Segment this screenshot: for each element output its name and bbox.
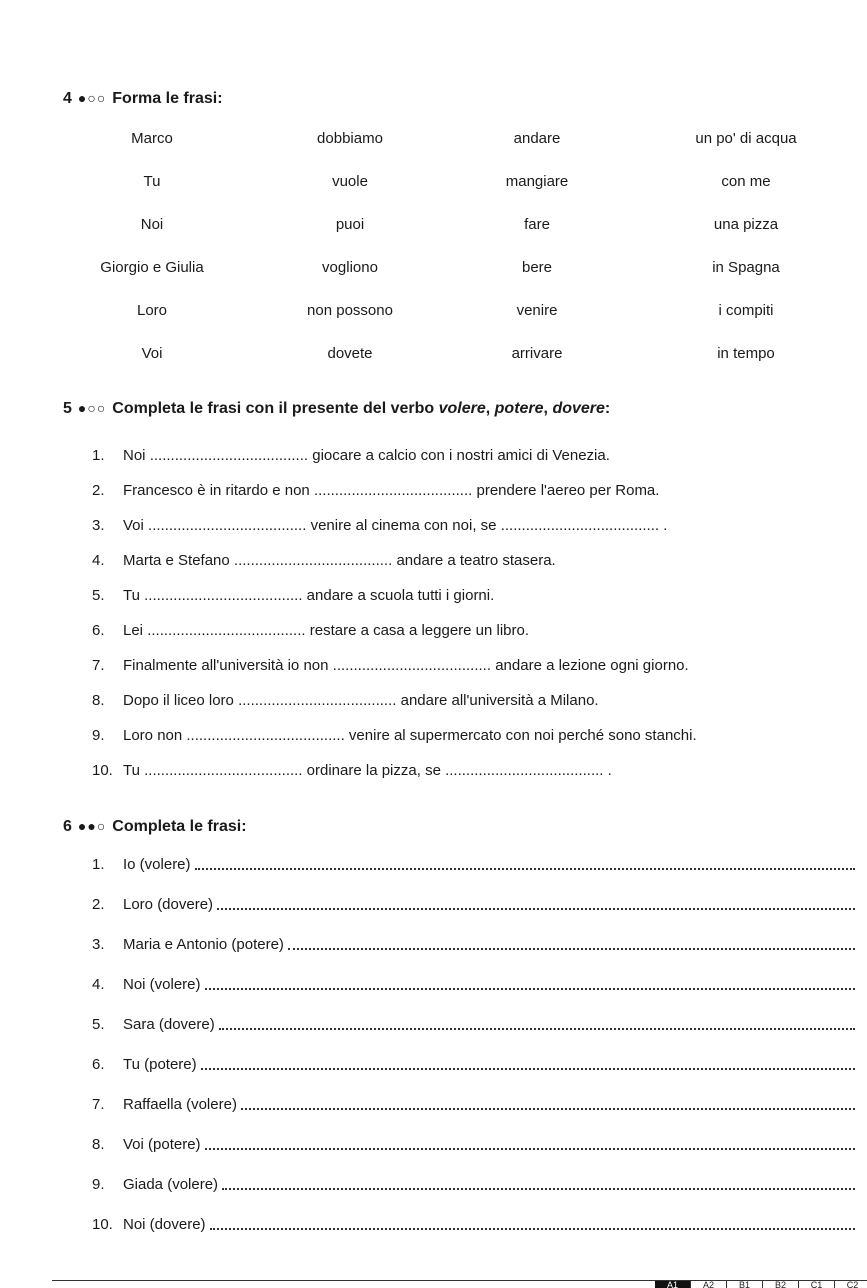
item-text: Francesco è in ritardo e non — [123, 482, 314, 499]
answer-line[interactable] — [210, 1215, 855, 1230]
item-text: . — [603, 762, 612, 779]
item-number: 8. — [92, 1136, 105, 1153]
grid-cell: non possono — [307, 302, 393, 319]
grid-cell: bere — [521, 259, 553, 276]
item-text: andare a scuola tutti i giorni. — [302, 587, 495, 604]
answer-line[interactable] — [241, 1095, 855, 1110]
answer-blank[interactable]: ...................................... — [332, 657, 492, 674]
grid-cell: Marco — [131, 130, 173, 147]
exercise-number: 6 — [63, 818, 72, 835]
exercise-number: 4 — [63, 90, 72, 107]
exercise-5-heading — [63, 398, 610, 419]
verb-dovere: dovere — [552, 400, 605, 417]
answer-blank[interactable]: ...................................... — [233, 552, 393, 569]
title-separator: , — [485, 400, 495, 417]
answer-blank[interactable]: ...................................... — [238, 692, 397, 709]
item-text: restare a casa a leggere un libro. — [305, 622, 530, 639]
item-number: 3. — [92, 517, 105, 534]
list-item — [92, 1215, 855, 1235]
item-text: Marta e Stefano — [123, 552, 234, 569]
grid-cell: puoi — [335, 216, 365, 233]
answer-blank[interactable]: ...................................... — [445, 762, 604, 779]
grid-cell: andare — [513, 130, 561, 147]
item-text: andare a teatro stasera. — [392, 552, 556, 569]
item-text: andare all'università a Milano. — [396, 692, 599, 709]
title-separator: , — [543, 400, 553, 417]
grid-cell: arrivare — [511, 345, 563, 362]
grid-row — [0, 214, 867, 236]
item-number: 1. — [92, 447, 105, 464]
level-b1: B1 — [727, 1281, 763, 1288]
grid-cell: venire — [516, 302, 558, 319]
list-item — [92, 855, 855, 875]
item-label — [92, 975, 201, 995]
list-item — [92, 895, 855, 915]
level-c2: C2 — [835, 1281, 867, 1288]
item-text: Noi (dovere) — [123, 1216, 206, 1233]
item-number: 7. — [92, 657, 105, 674]
item-label — [92, 895, 213, 915]
grid-cell: i compiti — [718, 302, 774, 319]
list-item — [92, 481, 659, 501]
item-number: 6. — [92, 1056, 105, 1073]
grid-cell: vogliono — [322, 259, 378, 276]
list-item — [92, 586, 494, 606]
answer-line[interactable] — [205, 975, 855, 990]
item-text: prendere l'aereo per Roma. — [472, 482, 660, 499]
answer-line[interactable] — [205, 1135, 855, 1150]
grid-row — [0, 257, 867, 279]
level-b2: B2 — [763, 1281, 799, 1288]
item-text: . — [659, 517, 668, 534]
grid-cell: in tempo — [717, 345, 775, 362]
grid-cell: con me — [721, 173, 771, 190]
answer-blank[interactable]: ...................................... — [149, 447, 309, 464]
item-label — [92, 1095, 237, 1115]
item-text: venire al cinema con noi, se — [306, 517, 501, 534]
item-text: Raffaella (volere) — [123, 1096, 237, 1113]
item-text: Loro non — [123, 727, 187, 744]
item-label — [92, 935, 284, 955]
answer-line[interactable] — [217, 895, 855, 910]
level-bar — [655, 1281, 867, 1288]
grid-cell: una pizza — [713, 216, 779, 233]
list-item — [92, 1055, 855, 1075]
answer-blank[interactable]: ...................................... — [313, 482, 473, 499]
answer-blank[interactable]: ...................................... — [147, 622, 306, 639]
level-c1: C1 — [799, 1281, 835, 1288]
verb-potere: potere — [494, 400, 544, 417]
item-text: andare a lezione ogni giorno. — [491, 657, 689, 674]
item-text: Maria e Antonio (potere) — [123, 936, 284, 953]
list-item — [92, 1135, 855, 1155]
item-text: Tu — [123, 762, 145, 779]
item-text: Sara (dovere) — [123, 1016, 215, 1033]
item-number: 3. — [92, 936, 105, 953]
answer-line[interactable] — [201, 1055, 855, 1070]
difficulty-dots: ●○○ — [77, 90, 107, 106]
exercise-number: 5 — [63, 400, 72, 417]
item-text: Tu (potere) — [123, 1056, 197, 1073]
answer-blank[interactable]: ...................................... — [148, 517, 307, 534]
list-item — [92, 656, 689, 676]
verb-volere: volere — [438, 400, 486, 417]
item-number: 1. — [92, 856, 105, 873]
title-colon: : — [604, 400, 611, 417]
list-item — [92, 621, 529, 641]
grid-cell: vuole — [332, 173, 368, 190]
answer-blank[interactable]: ...................................... — [500, 517, 660, 534]
list-item — [92, 516, 667, 536]
answer-blank[interactable]: ...................................... — [144, 762, 303, 779]
grid-cell: fare — [524, 216, 550, 233]
item-label — [92, 1015, 215, 1035]
exercise-4-heading — [63, 88, 223, 109]
item-number: 5. — [92, 587, 105, 604]
answer-line[interactable] — [195, 855, 855, 870]
grid-cell: Noi — [140, 216, 164, 233]
grid-cell: Tu — [143, 173, 161, 190]
item-text: Lei — [123, 622, 148, 639]
item-text: Noi — [123, 447, 150, 464]
item-text: Voi — [123, 517, 149, 534]
grid-cell: dobbiamo — [317, 130, 383, 147]
item-text: giocare a calcio con i nostri amici di Venezia. — [308, 447, 610, 464]
item-text: Voi (potere) — [123, 1136, 201, 1153]
grid-row — [0, 128, 867, 150]
level-a2: A2 — [691, 1281, 727, 1288]
item-text: ordinare la pizza, se — [302, 762, 446, 779]
list-item — [92, 975, 855, 995]
item-number: 4. — [92, 976, 105, 993]
list-item — [92, 726, 697, 746]
exercise-6-heading — [63, 816, 247, 837]
grid-cell: in Spagna — [712, 259, 780, 276]
grid-cell: Voi — [141, 345, 163, 362]
item-text: Io (volere) — [123, 856, 191, 873]
difficulty-dots: ●●○ — [77, 818, 107, 834]
item-label — [92, 855, 191, 875]
item-number: 8. — [92, 692, 105, 709]
item-label — [92, 1175, 218, 1195]
level-a1: A1 — [655, 1281, 691, 1288]
grid-row — [0, 300, 867, 322]
list-item — [92, 761, 612, 781]
grid-row — [0, 171, 867, 193]
answer-blank[interactable]: ...................................... — [186, 727, 345, 744]
item-number: 7. — [92, 1096, 105, 1113]
item-text: venire al supermercato con noi perché sono stanchi. — [344, 727, 697, 744]
grid-cell: dovete — [327, 345, 373, 362]
answer-blank[interactable]: ...................................... — [144, 587, 303, 604]
item-number: 5. — [92, 1016, 105, 1033]
item-label — [92, 1055, 197, 1075]
item-text: Tu — [123, 587, 145, 604]
answer-line[interactable] — [219, 1015, 855, 1030]
item-number: 2. — [92, 896, 105, 913]
exercise-title: Completa le frasi: — [112, 818, 247, 835]
grid-cell: mangiare — [505, 173, 569, 190]
item-text: Giada (volere) — [123, 1176, 219, 1193]
item-number: 9. — [92, 1176, 105, 1193]
list-item — [92, 446, 610, 466]
item-text: Noi (volere) — [123, 976, 201, 993]
list-item — [92, 1095, 855, 1115]
item-number: 4. — [92, 552, 105, 569]
item-number: 6. — [92, 622, 105, 639]
list-item — [92, 691, 599, 711]
list-item — [92, 1015, 855, 1035]
item-label — [92, 1215, 206, 1235]
grid-cell: un po' di acqua — [695, 130, 797, 147]
item-text: Loro (dovere) — [123, 896, 214, 913]
item-number: 10. — [92, 1216, 113, 1233]
item-text: Dopo il liceo loro — [123, 692, 239, 709]
answer-line[interactable] — [288, 935, 855, 950]
difficulty-dots: ●○○ — [77, 400, 107, 416]
answer-line[interactable] — [222, 1175, 855, 1190]
item-number: 2. — [92, 482, 105, 499]
grid-row — [0, 343, 867, 365]
item-number: 10. — [92, 762, 113, 779]
list-item — [92, 935, 855, 955]
exercise-title: Completa le frasi con il presente del verbo — [112, 400, 439, 417]
grid-cell: Giorgio e Giulia — [100, 259, 204, 276]
item-number: 9. — [92, 727, 105, 744]
list-item — [92, 551, 556, 571]
item-label — [92, 1135, 201, 1155]
grid-cell: Loro — [136, 302, 168, 319]
list-item — [92, 1175, 855, 1195]
exercise-title: Forma le frasi: — [112, 90, 223, 107]
item-text: Finalmente all'università io non — [123, 657, 333, 674]
